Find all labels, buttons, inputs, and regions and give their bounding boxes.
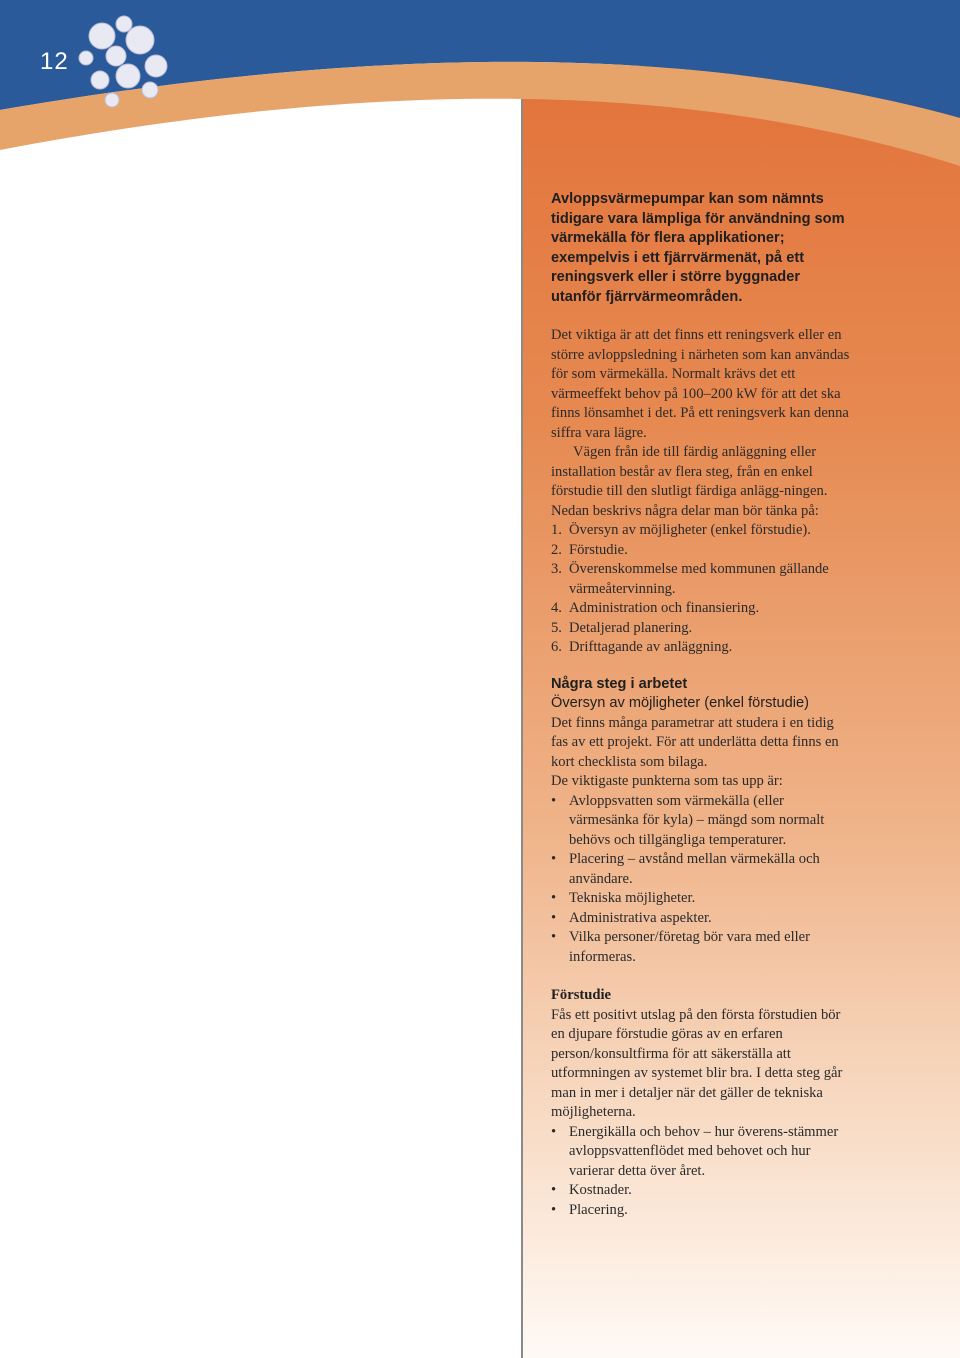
section-subtitle-overview: Översyn av möjligheter (enkel förstudie) — [551, 695, 809, 711]
list-item — [551, 1123, 851, 1182]
steps-list — [551, 521, 851, 658]
step-number: 1. — [551, 522, 562, 538]
bullet-text: Avloppsvatten som värmekälla (eller värmesänka för kyla) – mängd som normalt behövs och tillgängliga temperaturer. — [569, 792, 825, 848]
bullet-text: Placering – avstånd mellan värmekälla och användare. — [569, 851, 820, 887]
list-item — [551, 619, 851, 639]
checklist-bullets — [551, 792, 851, 968]
page-number: 12 — [40, 48, 69, 75]
bullet-icon: • — [551, 851, 557, 867]
intro-paragraph-1: Det viktiga är att det finns ett reningsverk eller en större avloppsledning i närheten som kan användas för som värmekälla. Normalt krävs det ett värmeeffekt behov på 100–200 kW för att det ska finns lönsamhet i det. På ett reningsverk kan denna siffra vara lägre. — [551, 327, 850, 441]
list-item — [551, 850, 851, 889]
section2-body: Fås ett positivt utslag på den första förstudien bör en djupare förstudie göras av en erfaren person/konsultfirma för att säkerställa att utformningen av systemet blir bra. I detta steg går man in mer i detaljer när det gäller de tekniska möjligheterna. — [551, 1006, 843, 1120]
list-item — [551, 521, 851, 541]
step-number: 4. — [551, 600, 562, 616]
step-text: Detaljerad planering. — [569, 619, 693, 636]
step-text: Drifttagande av anläggning. — [569, 639, 733, 655]
lead-paragraph: Avloppsvärmepumpar kan som nämnts tidigare vara lämpliga för användning som värmekälla för flera applikationer; exempelvis i ett fjärrvärmenät, på ett reningsverk eller i större byggnader utanför fjärrvärmeområden. — [551, 191, 845, 305]
step-text: Administration och finansiering. — [569, 600, 760, 616]
main-text-column — [551, 190, 851, 1220]
bullet-icon: • — [551, 890, 557, 906]
section1-body: Det finns många parametrar att studera i en tidig fas av ett projekt. För att underlätta detta finns en kort checklista som bilaga. — [551, 714, 839, 770]
step-number: 3. — [551, 561, 562, 577]
list-item — [551, 1181, 851, 1201]
list-item — [551, 541, 851, 561]
bullet-icon: • — [551, 929, 557, 945]
bullet-text: Administrativa aspekter. — [569, 909, 712, 926]
column-divider — [521, 66, 523, 1358]
bullet-text: Kostnader. — [569, 1182, 632, 1198]
list-item — [551, 792, 851, 851]
bullet-text: Vilka personer/företag bör vara med eller informeras. — [569, 929, 811, 965]
list-item — [551, 1201, 851, 1221]
list-item — [551, 599, 851, 619]
list-item — [551, 560, 851, 599]
list-item — [551, 889, 851, 909]
section1-body-2: De viktigaste punkterna som tas upp är: — [551, 773, 783, 789]
bullet-icon: • — [551, 792, 557, 809]
step-number: 6. — [551, 639, 562, 655]
prestudy-bullets — [551, 1123, 851, 1221]
bullet-icon: • — [551, 1182, 557, 1198]
bullet-text: Tekniska möjligheter. — [569, 890, 696, 906]
list-item — [551, 909, 851, 929]
list-item — [551, 928, 851, 967]
step-text: Förstudie. — [569, 541, 628, 558]
bullet-text: Energikälla och behov – hur överens-stämmer avloppsvattenflödet med behovet och hur varierar detta över året. — [569, 1123, 839, 1179]
bullet-text: Placering. — [569, 1201, 628, 1218]
intro-paragraph-2: Vägen från ide till färdig anläggning eller installation består av flera steg, från en enkel förstudie till den slutligt färdiga anlägg-ningen. Nedan beskrivs några delar man bör tänka på: — [551, 444, 828, 519]
section-title-prestudy: Förstudie — [551, 987, 611, 1003]
section-title-steps: Några steg i arbetet — [551, 675, 688, 692]
bullet-icon: • — [551, 1123, 557, 1140]
list-item — [551, 638, 851, 658]
bullet-icon: • — [551, 909, 557, 926]
step-text: Översyn av möjligheter (enkel förstudie). — [569, 522, 811, 538]
bullet-icon: • — [551, 1201, 557, 1218]
step-text: Överenskommelse med kommunen gällande värmeåtervinning. — [569, 561, 829, 597]
step-number: 5. — [551, 619, 562, 636]
step-number: 2. — [551, 541, 562, 558]
